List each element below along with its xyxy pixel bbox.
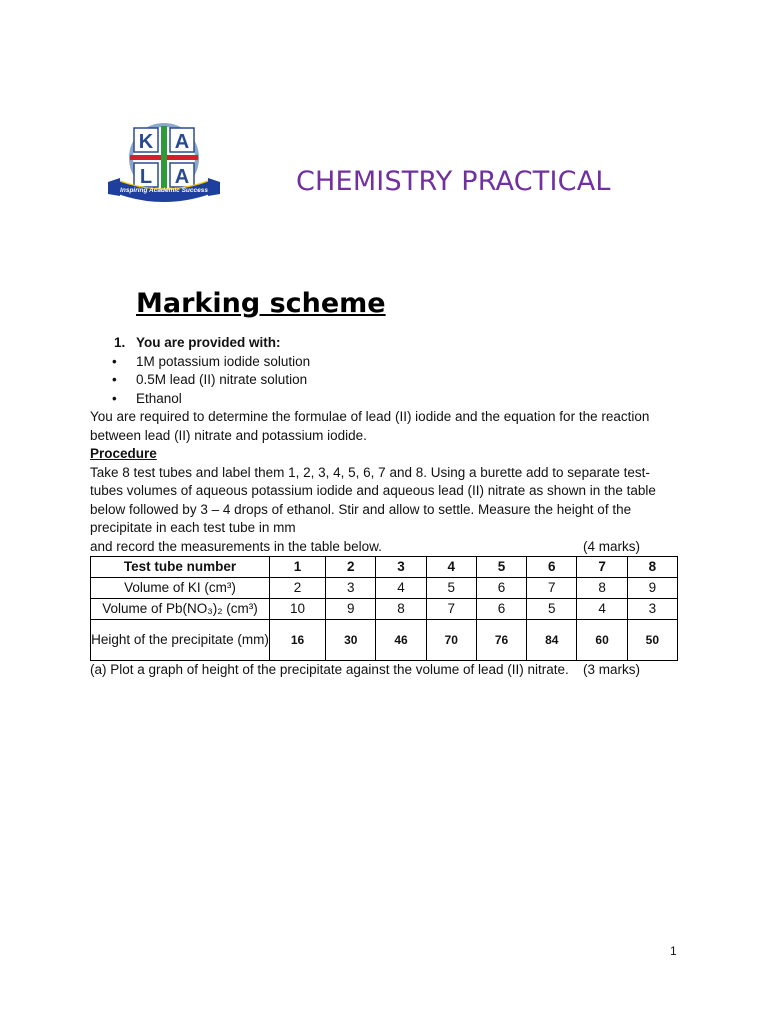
table-cell: 10 xyxy=(270,599,326,620)
table-row xyxy=(91,599,678,620)
kala-logo xyxy=(106,122,222,202)
table-cell: 7 xyxy=(577,557,627,578)
table-row xyxy=(91,578,678,599)
results-table xyxy=(90,556,678,661)
row-label: Volume of Pb(NO₃)₂ (cm³) xyxy=(91,599,270,620)
table-cell: 3 xyxy=(627,599,677,620)
table-cell: 6 xyxy=(527,557,577,578)
material-item: • 0.5M lead (II) nitrate solution xyxy=(90,371,682,390)
procedure-heading: Procedure xyxy=(90,446,157,461)
material-item: • 1M potassium iodide solution xyxy=(90,353,682,372)
svg-text:L: L xyxy=(139,166,153,188)
table-cell: 8 xyxy=(577,578,627,599)
table-cell: 9 xyxy=(627,578,677,599)
aim-text: You are required to determine the formulae of lead (II) iodide and the equation for the reaction between lead (II) nitrate and potassium iodide. xyxy=(90,409,650,443)
question-intro-text: You are provided with: xyxy=(136,335,281,350)
table-cell: 7 xyxy=(527,578,577,599)
table-cell: 8 xyxy=(627,557,677,578)
table-cell: 6 xyxy=(476,599,526,620)
table-row xyxy=(91,620,678,661)
part-a-text: (a) Plot a graph of height of the precipitate against the volume of lead (II) nitrate. xyxy=(90,662,569,677)
document-title: CHEMISTRY PRACTICAL xyxy=(296,166,611,197)
table-cell: 84 xyxy=(527,620,577,661)
table-cell: 4 xyxy=(577,599,627,620)
table-cell: 5 xyxy=(527,599,577,620)
svg-text:A: A xyxy=(174,166,190,188)
svg-text:Inspiring Academic Success: Inspiring Academic Success xyxy=(120,187,208,194)
table-cell: 4 xyxy=(376,578,426,599)
table-cell: 50 xyxy=(627,620,677,661)
procedure-marks: (4 marks) xyxy=(583,538,640,554)
table-cell: 70 xyxy=(426,620,476,661)
question-intro xyxy=(114,334,682,353)
table-cell: 30 xyxy=(326,620,376,661)
table-cell: 1 xyxy=(270,557,326,578)
table-cell: 7 xyxy=(426,599,476,620)
row-label: Volume of KI (cm³) xyxy=(91,578,270,599)
procedure-text: Take 8 test tubes and label them 1, 2, 3, 4, 5, 6, 7 and 8. Using a burette add to separate test-tubes volumes of aqueous potassium iodide and aqueous lead (II) nitrate as shown in the table below followed by 3 – 4 drops of ethanol. Stir and allow to settle. Measure the height of the precipitate in each test tube in mm xyxy=(90,464,656,535)
row-label: Height of the precipitate (mm) xyxy=(91,620,270,661)
table-cell: 4 xyxy=(426,557,476,578)
question-content xyxy=(90,334,682,680)
marking-scheme-heading: Marking scheme xyxy=(136,288,386,319)
svg-text:K: K xyxy=(138,131,154,153)
part-a-marks: (3 marks) xyxy=(583,662,640,677)
table-row xyxy=(91,557,678,578)
table-cell: 2 xyxy=(270,578,326,599)
table-cell: 9 xyxy=(326,599,376,620)
svg-text:A: A xyxy=(174,131,190,153)
table-cell: 5 xyxy=(476,557,526,578)
table-cell: 2 xyxy=(326,557,376,578)
page-number: 1 xyxy=(670,944,677,958)
procedure-last-text: and record the measurements in the table below. xyxy=(90,538,382,554)
table-cell: 3 xyxy=(376,557,426,578)
table-cell: 6 xyxy=(476,578,526,599)
question-number: 1. xyxy=(114,335,126,350)
table-cell: 3 xyxy=(326,578,376,599)
table-cell: 60 xyxy=(577,620,627,661)
table-cell: 8 xyxy=(376,599,426,620)
procedure-last-line xyxy=(90,538,682,557)
table-cell: 16 xyxy=(270,620,326,661)
row-label: Test tube number xyxy=(91,557,270,578)
table-cell: 76 xyxy=(476,620,526,661)
materials-list xyxy=(90,353,682,409)
material-item: • Ethanol xyxy=(90,390,682,409)
table-cell: 46 xyxy=(376,620,426,661)
table-cell: 5 xyxy=(426,578,476,599)
part-a-question xyxy=(90,661,682,680)
